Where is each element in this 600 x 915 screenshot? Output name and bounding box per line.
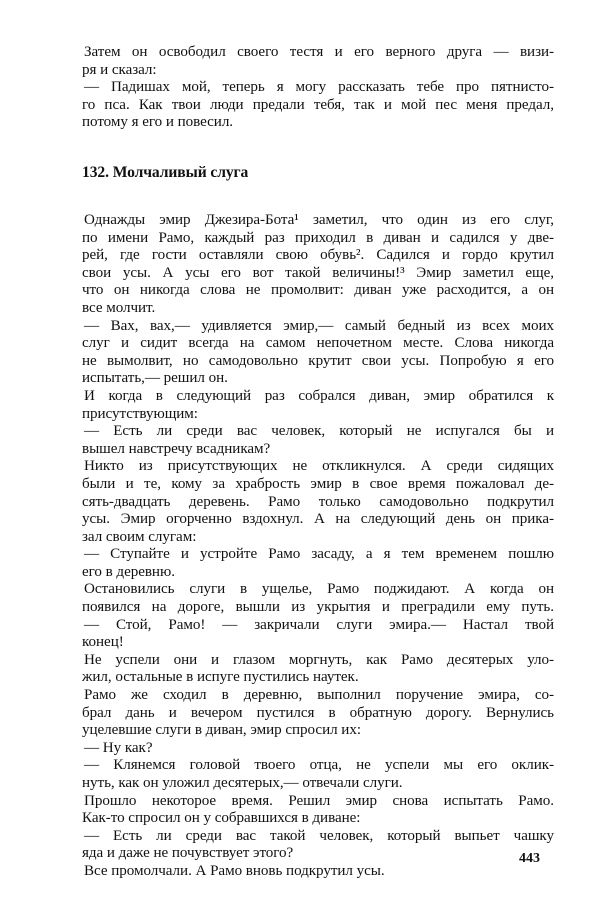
story-block — [82, 212, 554, 881]
text-line: испытать,— решил он. — [82, 370, 228, 387]
text-line: потому я его и повесил. — [82, 114, 234, 131]
text-line: — Есть ли среди вас такой человек, который выпьет чашку — [84, 827, 554, 844]
text-line: его в деревню. — [82, 563, 175, 580]
text-line: нуть, как он уложил десятерых,— отвечали слуги. — [82, 775, 403, 791]
text-line: — Ступайте и устройте Рамо засаду, а я тем временем пошлю — [84, 546, 554, 563]
text-line: — Есть ли среди вас человек, который не испугался бы и — [84, 423, 554, 440]
text-line: конец! — [82, 634, 124, 651]
text-line: — Стой, Рамо! — закричали слуги эмира.— Настал твой — [84, 616, 554, 633]
text-line: все молчит. — [82, 299, 156, 316]
text-line: не вымолвит, но самодовольно крутит свои усы. Попробую я его — [82, 352, 554, 369]
text-line: Никто из присутствующих не откликнулся. А среди сидящих — [84, 458, 554, 475]
text-line: зал своим слугам: — [82, 528, 197, 545]
text-line: И когда в следующий раз собрался диван, эмир обратился к — [84, 387, 554, 404]
text-line: появился на дороге, вышли из укрытия и преградили ему путь. — [82, 599, 554, 616]
text-line: Рамо же сходил в деревню, выполнил поручение эмира, со- — [84, 687, 554, 704]
text-line: что он никогда слова не промолвит: диван уже расходится, а он — [82, 282, 554, 299]
text-line: Не успели они и глазом моргнуть, как Рамо десятерых уло- — [84, 651, 554, 668]
text-line: — Клянемся головой твоего отца, не успели мы его оклик- — [84, 757, 554, 774]
text-line: уцелевшие слуги в диван, эмир спросил их: — [82, 722, 361, 739]
section-title: 132. Молчаливый слуга — [82, 164, 249, 181]
text-line: рей, где гости оставляли свою обувь². Садился и гордо крутил — [82, 247, 554, 264]
text-line: вышел навстречу всадникам? — [82, 440, 271, 457]
intro-block — [82, 44, 554, 132]
text-line: усы. Эмир огорченно вздохнул. А на следующий день он прика- — [82, 511, 554, 528]
text-line: жил, остальные в испуге пустились наутек. — [82, 669, 359, 686]
text-line: го пса. Как твои люди предали тебя, так и мой пес меня предал, — [82, 96, 554, 113]
text-line: Все промолчали. А Рамо вновь подкрутил усы. — [84, 862, 385, 879]
page-number: 443 — [519, 851, 540, 866]
text-line: — Вах, вах,— удивляется эмир,— самый бедный из всех моих — [84, 317, 554, 334]
text-line: по имени Рамо, каждый раз приходил в диван и садился у две- — [82, 229, 554, 246]
text-line: свои усы. А усы его вот такой величины!³ Эмир заметил еще, — [82, 264, 554, 281]
text-line: присутствующим: — [82, 405, 198, 422]
text-line: Прошло некоторое время. Решил эмир снова испытать Рамо. — [84, 792, 554, 809]
text-line: Как-то спросил он у собравшихся в диване: — [82, 810, 361, 827]
text-line: слуг и сидит всегда на самом непочетном месте. Слова никогда — [82, 335, 554, 352]
text-line: Однажды эмир Джезира-Бота¹ заметил, что один из его слуг, — [84, 212, 554, 228]
text-line: брал дань и вечером пустился в обратную дорогу. Вернулись — [82, 704, 554, 721]
text-line: — Ну как? — [84, 739, 153, 756]
text-line: были и те, кому за храбрость эмир в свое время пожаловал де- — [82, 475, 554, 492]
text-line: яда и даже не почувствует этого? — [82, 845, 294, 862]
text-line: сять-двадцать деревень. Рамо только самодовольно подкрутил — [82, 493, 554, 510]
text-line: — Падишах мой, теперь я могу рассказать тебе про пятнисто- — [84, 79, 554, 96]
text-line: ря и сказал: — [82, 61, 157, 78]
text-line: Затем он освободил своего тестя и его верного друга — визи- — [84, 44, 554, 60]
text-line: Остановились слуги в ущелье, Рамо поджидают. А когда он — [84, 581, 554, 598]
